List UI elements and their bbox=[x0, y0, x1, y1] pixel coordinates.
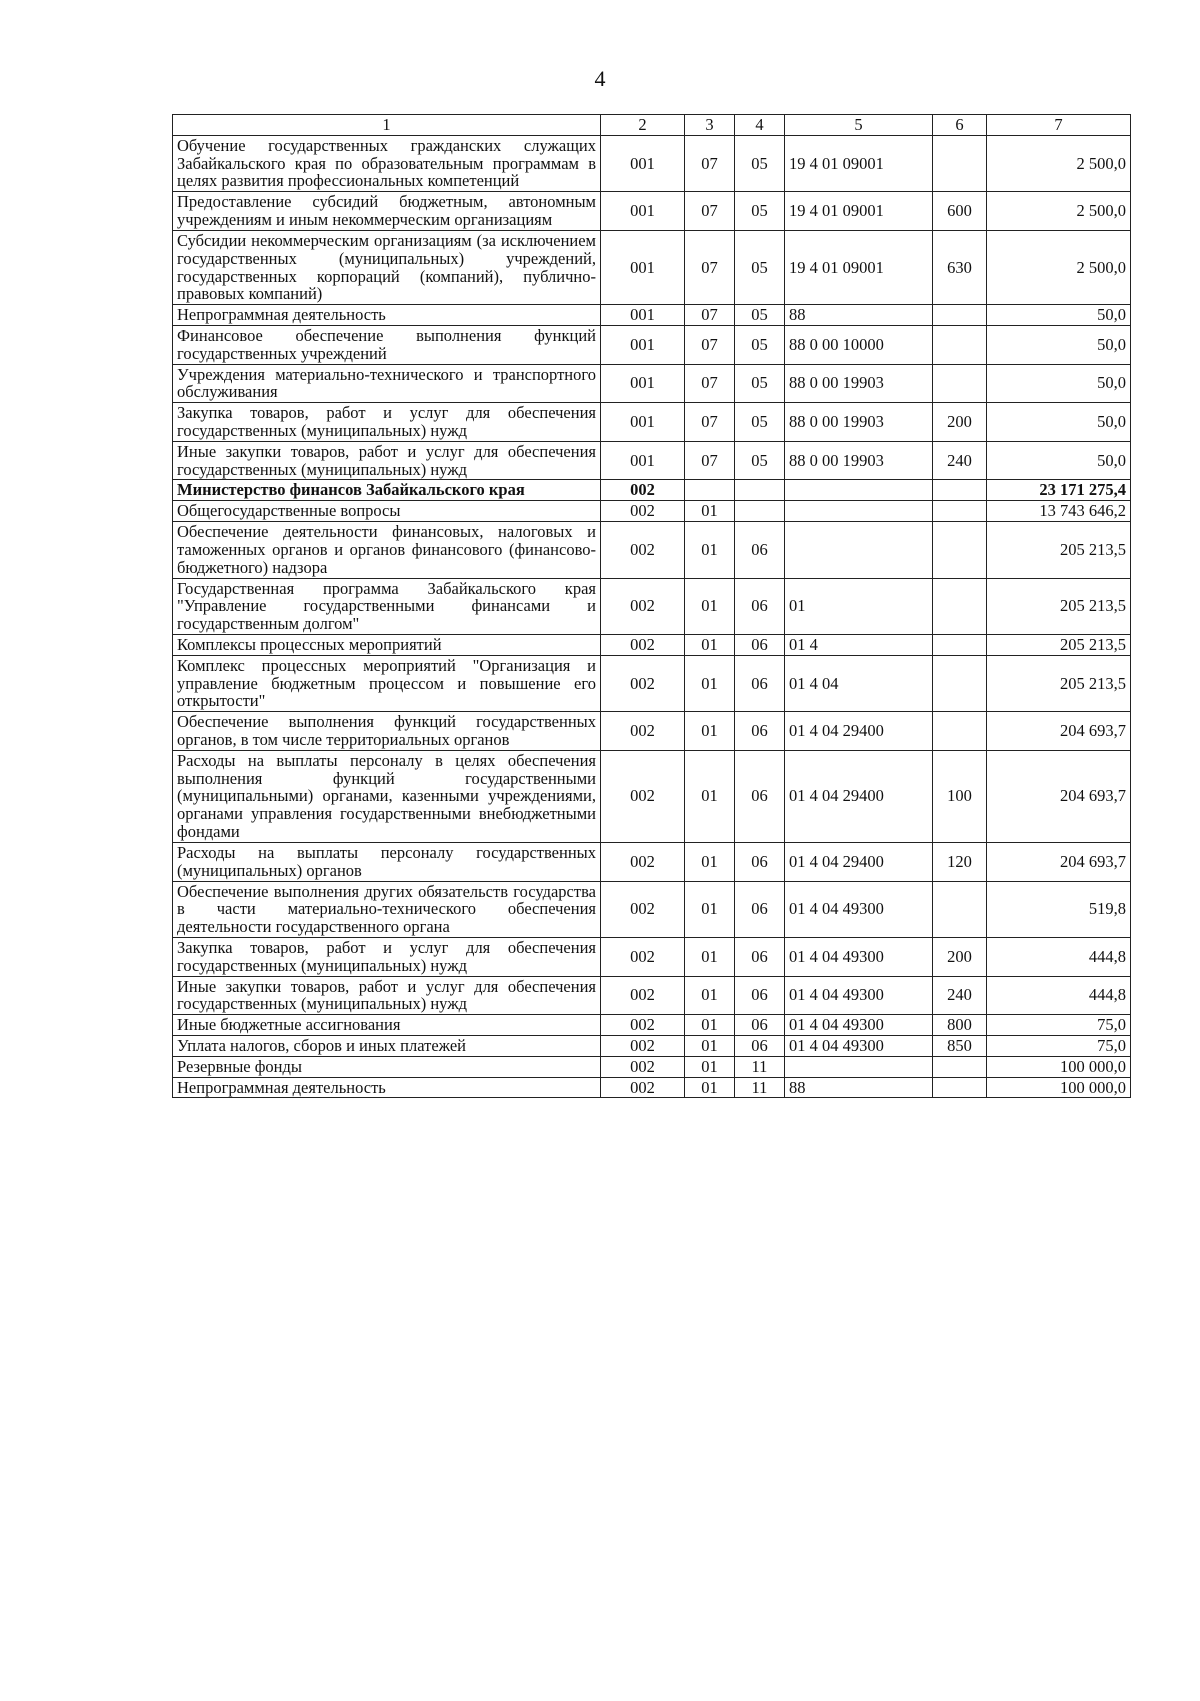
target-article-code: 88 bbox=[785, 305, 933, 326]
table-row bbox=[173, 1036, 1131, 1057]
subsection-code: 06 bbox=[735, 578, 785, 634]
subsection-code: 06 bbox=[735, 634, 785, 655]
row-name: Обеспечение выполнения других обязательств государства в части материально-технического обеспечения деятельности государственного органа bbox=[173, 881, 601, 937]
row-name: Общегосударственные вопросы bbox=[173, 501, 601, 522]
section-code: 07 bbox=[685, 135, 735, 191]
expense-type-code: 240 bbox=[933, 976, 987, 1015]
expense-type-code bbox=[933, 881, 987, 937]
admin-code: 002 bbox=[601, 842, 685, 881]
section-code: 07 bbox=[685, 441, 735, 480]
amount: 50,0 bbox=[987, 305, 1131, 326]
admin-code: 002 bbox=[601, 655, 685, 711]
header-cell: 6 bbox=[933, 115, 987, 136]
subsection-code: 05 bbox=[735, 135, 785, 191]
section-code: 01 bbox=[685, 712, 735, 751]
table-row bbox=[173, 522, 1131, 578]
budget-table bbox=[172, 114, 1131, 1098]
expense-type-code bbox=[933, 712, 987, 751]
expense-type-code: 240 bbox=[933, 441, 987, 480]
header-cell: 3 bbox=[685, 115, 735, 136]
admin-code: 001 bbox=[601, 305, 685, 326]
subsection-code: 06 bbox=[735, 937, 785, 976]
target-article-code: 01 4 04 49300 bbox=[785, 976, 933, 1015]
row-name: Финансовое обеспечение выполнения функций государственных учреждений bbox=[173, 325, 601, 364]
target-article-code: 01 4 04 29400 bbox=[785, 712, 933, 751]
row-name: Непрограммная деятельность bbox=[173, 1077, 601, 1098]
row-name: Министерство финансов Забайкальского края bbox=[173, 480, 601, 501]
amount: 75,0 bbox=[987, 1015, 1131, 1036]
section-code: 07 bbox=[685, 192, 735, 231]
table-row bbox=[173, 441, 1131, 480]
section-code: 07 bbox=[685, 230, 735, 304]
row-name: Учреждения материально-технического и транспортного обслуживания bbox=[173, 364, 601, 403]
target-article-code: 01 4 bbox=[785, 634, 933, 655]
target-article-code: 01 bbox=[785, 578, 933, 634]
row-name: Обеспечение деятельности финансовых, налоговых и таможенных органов и органов финансового (финансово-бюджетного) надзора bbox=[173, 522, 601, 578]
amount: 2 500,0 bbox=[987, 230, 1131, 304]
row-name: Иные бюджетные ассигнования bbox=[173, 1015, 601, 1036]
row-name: Предоставление субсидий бюджетным, автономным учреждениям и иным некоммерческим организациям bbox=[173, 192, 601, 231]
subsection-code: 05 bbox=[735, 305, 785, 326]
table-row bbox=[173, 1015, 1131, 1036]
subsection-code: 05 bbox=[735, 403, 785, 442]
section-code: 01 bbox=[685, 1056, 735, 1077]
target-article-code: 01 4 04 49300 bbox=[785, 881, 933, 937]
row-name: Резервные фонды bbox=[173, 1056, 601, 1077]
section-code: 07 bbox=[685, 305, 735, 326]
subsection-code: 06 bbox=[735, 655, 785, 711]
table-row bbox=[173, 1056, 1131, 1077]
table-row bbox=[173, 364, 1131, 403]
subsection-code: 11 bbox=[735, 1056, 785, 1077]
admin-code: 001 bbox=[601, 135, 685, 191]
subsection-code: 06 bbox=[735, 522, 785, 578]
target-article-code bbox=[785, 522, 933, 578]
table-row bbox=[173, 881, 1131, 937]
subsection-code: 11 bbox=[735, 1077, 785, 1098]
amount: 204 693,7 bbox=[987, 712, 1131, 751]
amount: 204 693,7 bbox=[987, 750, 1131, 842]
section-code: 01 bbox=[685, 1077, 735, 1098]
table-row bbox=[173, 842, 1131, 881]
target-article-code: 01 4 04 29400 bbox=[785, 842, 933, 881]
admin-code: 002 bbox=[601, 578, 685, 634]
table-row bbox=[173, 480, 1131, 501]
row-name: Обеспечение выполнения функций государственных органов, в том числе территориальных органов bbox=[173, 712, 601, 751]
amount: 100 000,0 bbox=[987, 1077, 1131, 1098]
amount: 50,0 bbox=[987, 325, 1131, 364]
subsection-code: 06 bbox=[735, 750, 785, 842]
admin-code: 002 bbox=[601, 522, 685, 578]
table-row bbox=[173, 305, 1131, 326]
amount: 13 743 646,2 bbox=[987, 501, 1131, 522]
table-row bbox=[173, 501, 1131, 522]
row-name: Расходы на выплаты персоналу государственных (муниципальных) органов bbox=[173, 842, 601, 881]
admin-code: 002 bbox=[601, 750, 685, 842]
amount: 444,8 bbox=[987, 937, 1131, 976]
admin-code: 001 bbox=[601, 441, 685, 480]
amount: 2 500,0 bbox=[987, 135, 1131, 191]
amount: 444,8 bbox=[987, 976, 1131, 1015]
expense-type-code: 200 bbox=[933, 403, 987, 442]
subsection-code: 06 bbox=[735, 712, 785, 751]
table-row bbox=[173, 634, 1131, 655]
expense-type-code: 100 bbox=[933, 750, 987, 842]
target-article-code: 01 4 04 49300 bbox=[785, 1015, 933, 1036]
expense-type-code bbox=[933, 634, 987, 655]
expense-type-code bbox=[933, 325, 987, 364]
table-row bbox=[173, 937, 1131, 976]
amount: 2 500,0 bbox=[987, 192, 1131, 231]
admin-code: 002 bbox=[601, 1056, 685, 1077]
row-name: Непрограммная деятельность bbox=[173, 305, 601, 326]
section-code: 01 bbox=[685, 881, 735, 937]
section-code: 07 bbox=[685, 364, 735, 403]
admin-code: 001 bbox=[601, 325, 685, 364]
header-cell: 4 bbox=[735, 115, 785, 136]
admin-code: 002 bbox=[601, 1077, 685, 1098]
target-article-code: 19 4 01 09001 bbox=[785, 230, 933, 304]
expense-type-code bbox=[933, 578, 987, 634]
target-article-code: 01 4 04 bbox=[785, 655, 933, 711]
admin-code: 002 bbox=[601, 976, 685, 1015]
target-article-code bbox=[785, 501, 933, 522]
expense-type-code: 630 bbox=[933, 230, 987, 304]
target-article-code: 19 4 01 09001 bbox=[785, 192, 933, 231]
row-name: Комплексы процессных мероприятий bbox=[173, 634, 601, 655]
target-article-code: 19 4 01 09001 bbox=[785, 135, 933, 191]
amount: 50,0 bbox=[987, 364, 1131, 403]
header-cell: 2 bbox=[601, 115, 685, 136]
table-row bbox=[173, 230, 1131, 304]
target-article-code: 01 4 04 49300 bbox=[785, 937, 933, 976]
section-code: 01 bbox=[685, 842, 735, 881]
table-row bbox=[173, 403, 1131, 442]
table-row bbox=[173, 135, 1131, 191]
header-row bbox=[173, 115, 1131, 136]
row-name: Закупка товаров, работ и услуг для обеспечения государственных (муниципальных) нужд bbox=[173, 937, 601, 976]
subsection-code: 05 bbox=[735, 441, 785, 480]
expense-type-code bbox=[933, 305, 987, 326]
section-code: 07 bbox=[685, 325, 735, 364]
amount: 205 213,5 bbox=[987, 634, 1131, 655]
admin-code: 001 bbox=[601, 403, 685, 442]
section-code: 01 bbox=[685, 501, 735, 522]
table-row bbox=[173, 325, 1131, 364]
section-code: 01 bbox=[685, 578, 735, 634]
expense-type-code bbox=[933, 655, 987, 711]
admin-code: 001 bbox=[601, 192, 685, 231]
expense-type-code: 200 bbox=[933, 937, 987, 976]
expense-type-code bbox=[933, 480, 987, 501]
amount: 205 213,5 bbox=[987, 578, 1131, 634]
subsection-code: 05 bbox=[735, 325, 785, 364]
section-code: 01 bbox=[685, 976, 735, 1015]
table-row bbox=[173, 192, 1131, 231]
section-code: 01 bbox=[685, 1036, 735, 1057]
target-article-code: 88 0 00 10000 bbox=[785, 325, 933, 364]
row-name: Обучение государственных гражданских служащих Забайкальского края по образовательным программам в целях развития профессиональных компетенций bbox=[173, 135, 601, 191]
row-name: Государственная программа Забайкальского края "Управление государственными финансами и государственным долгом" bbox=[173, 578, 601, 634]
target-article-code bbox=[785, 1056, 933, 1077]
target-article-code: 88 0 00 19903 bbox=[785, 364, 933, 403]
expense-type-code bbox=[933, 135, 987, 191]
admin-code: 002 bbox=[601, 712, 685, 751]
admin-code: 001 bbox=[601, 364, 685, 403]
header-cell: 5 bbox=[785, 115, 933, 136]
amount: 50,0 bbox=[987, 441, 1131, 480]
expense-type-code bbox=[933, 1056, 987, 1077]
target-article-code bbox=[785, 480, 933, 501]
table-row bbox=[173, 750, 1131, 842]
subsection-code: 05 bbox=[735, 364, 785, 403]
expense-type-code: 800 bbox=[933, 1015, 987, 1036]
expense-type-code: 600 bbox=[933, 192, 987, 231]
section-code bbox=[685, 480, 735, 501]
row-name: Иные закупки товаров, работ и услуг для обеспечения государственных (муниципальных) нужд bbox=[173, 976, 601, 1015]
admin-code: 002 bbox=[601, 1015, 685, 1036]
amount: 519,8 bbox=[987, 881, 1131, 937]
expense-type-code: 850 bbox=[933, 1036, 987, 1057]
admin-code: 002 bbox=[601, 634, 685, 655]
row-name: Закупка товаров, работ и услуг для обеспечения государственных (муниципальных) нужд bbox=[173, 403, 601, 442]
section-code: 01 bbox=[685, 522, 735, 578]
section-code: 07 bbox=[685, 403, 735, 442]
expense-type-code: 120 bbox=[933, 842, 987, 881]
row-name: Уплата налогов, сборов и иных платежей bbox=[173, 1036, 601, 1057]
section-code: 01 bbox=[685, 1015, 735, 1036]
subsection-code: 06 bbox=[735, 842, 785, 881]
subsection-code: 06 bbox=[735, 1036, 785, 1057]
admin-code: 002 bbox=[601, 881, 685, 937]
table-row bbox=[173, 1077, 1131, 1098]
table-row bbox=[173, 976, 1131, 1015]
section-code: 01 bbox=[685, 634, 735, 655]
table-row bbox=[173, 655, 1131, 711]
admin-code: 001 bbox=[601, 230, 685, 304]
subsection-code: 05 bbox=[735, 230, 785, 304]
admin-code: 002 bbox=[601, 480, 685, 501]
row-name: Комплекс процессных мероприятий "Организация и управление бюджетным процессом и повышение его открытости" bbox=[173, 655, 601, 711]
section-code: 01 bbox=[685, 937, 735, 976]
target-article-code: 88 bbox=[785, 1077, 933, 1098]
row-name: Иные закупки товаров, работ и услуг для обеспечения государственных (муниципальных) нужд bbox=[173, 441, 601, 480]
admin-code: 002 bbox=[601, 937, 685, 976]
header-cell: 1 bbox=[173, 115, 601, 136]
header-cell: 7 bbox=[987, 115, 1131, 136]
row-name: Субсидии некоммерческим организациям (за исключением государственных (муниципальных) учреждений, государственных корпораций (компаний), публично-правовых компаний) bbox=[173, 230, 601, 304]
target-article-code: 01 4 04 29400 bbox=[785, 750, 933, 842]
expense-type-code bbox=[933, 501, 987, 522]
subsection-code bbox=[735, 501, 785, 522]
expense-type-code bbox=[933, 1077, 987, 1098]
table-row bbox=[173, 578, 1131, 634]
amount: 205 213,5 bbox=[987, 655, 1131, 711]
expense-type-code bbox=[933, 522, 987, 578]
amount: 100 000,0 bbox=[987, 1056, 1131, 1077]
amount: 75,0 bbox=[987, 1036, 1131, 1057]
table-row bbox=[173, 712, 1131, 751]
section-code: 01 bbox=[685, 655, 735, 711]
target-article-code: 88 0 00 19903 bbox=[785, 441, 933, 480]
amount: 205 213,5 bbox=[987, 522, 1131, 578]
subsection-code: 06 bbox=[735, 881, 785, 937]
target-article-code: 01 4 04 49300 bbox=[785, 1036, 933, 1057]
expense-type-code bbox=[933, 364, 987, 403]
page-number: 4 bbox=[594, 66, 606, 91]
amount: 50,0 bbox=[987, 403, 1131, 442]
subsection-code: 06 bbox=[735, 976, 785, 1015]
section-code: 01 bbox=[685, 750, 735, 842]
admin-code: 002 bbox=[601, 1036, 685, 1057]
subsection-code bbox=[735, 480, 785, 501]
admin-code: 002 bbox=[601, 501, 685, 522]
subsection-code: 06 bbox=[735, 1015, 785, 1036]
subsection-code: 05 bbox=[735, 192, 785, 231]
target-article-code: 88 0 00 19903 bbox=[785, 403, 933, 442]
row-name: Расходы на выплаты персоналу в целях обеспечения выполнения функций государственными (муниципальными) органами, казенными учреждениями, органами управления государственными внебюджетными фондами bbox=[173, 750, 601, 842]
amount: 204 693,7 bbox=[987, 842, 1131, 881]
amount: 23 171 275,4 bbox=[987, 480, 1131, 501]
